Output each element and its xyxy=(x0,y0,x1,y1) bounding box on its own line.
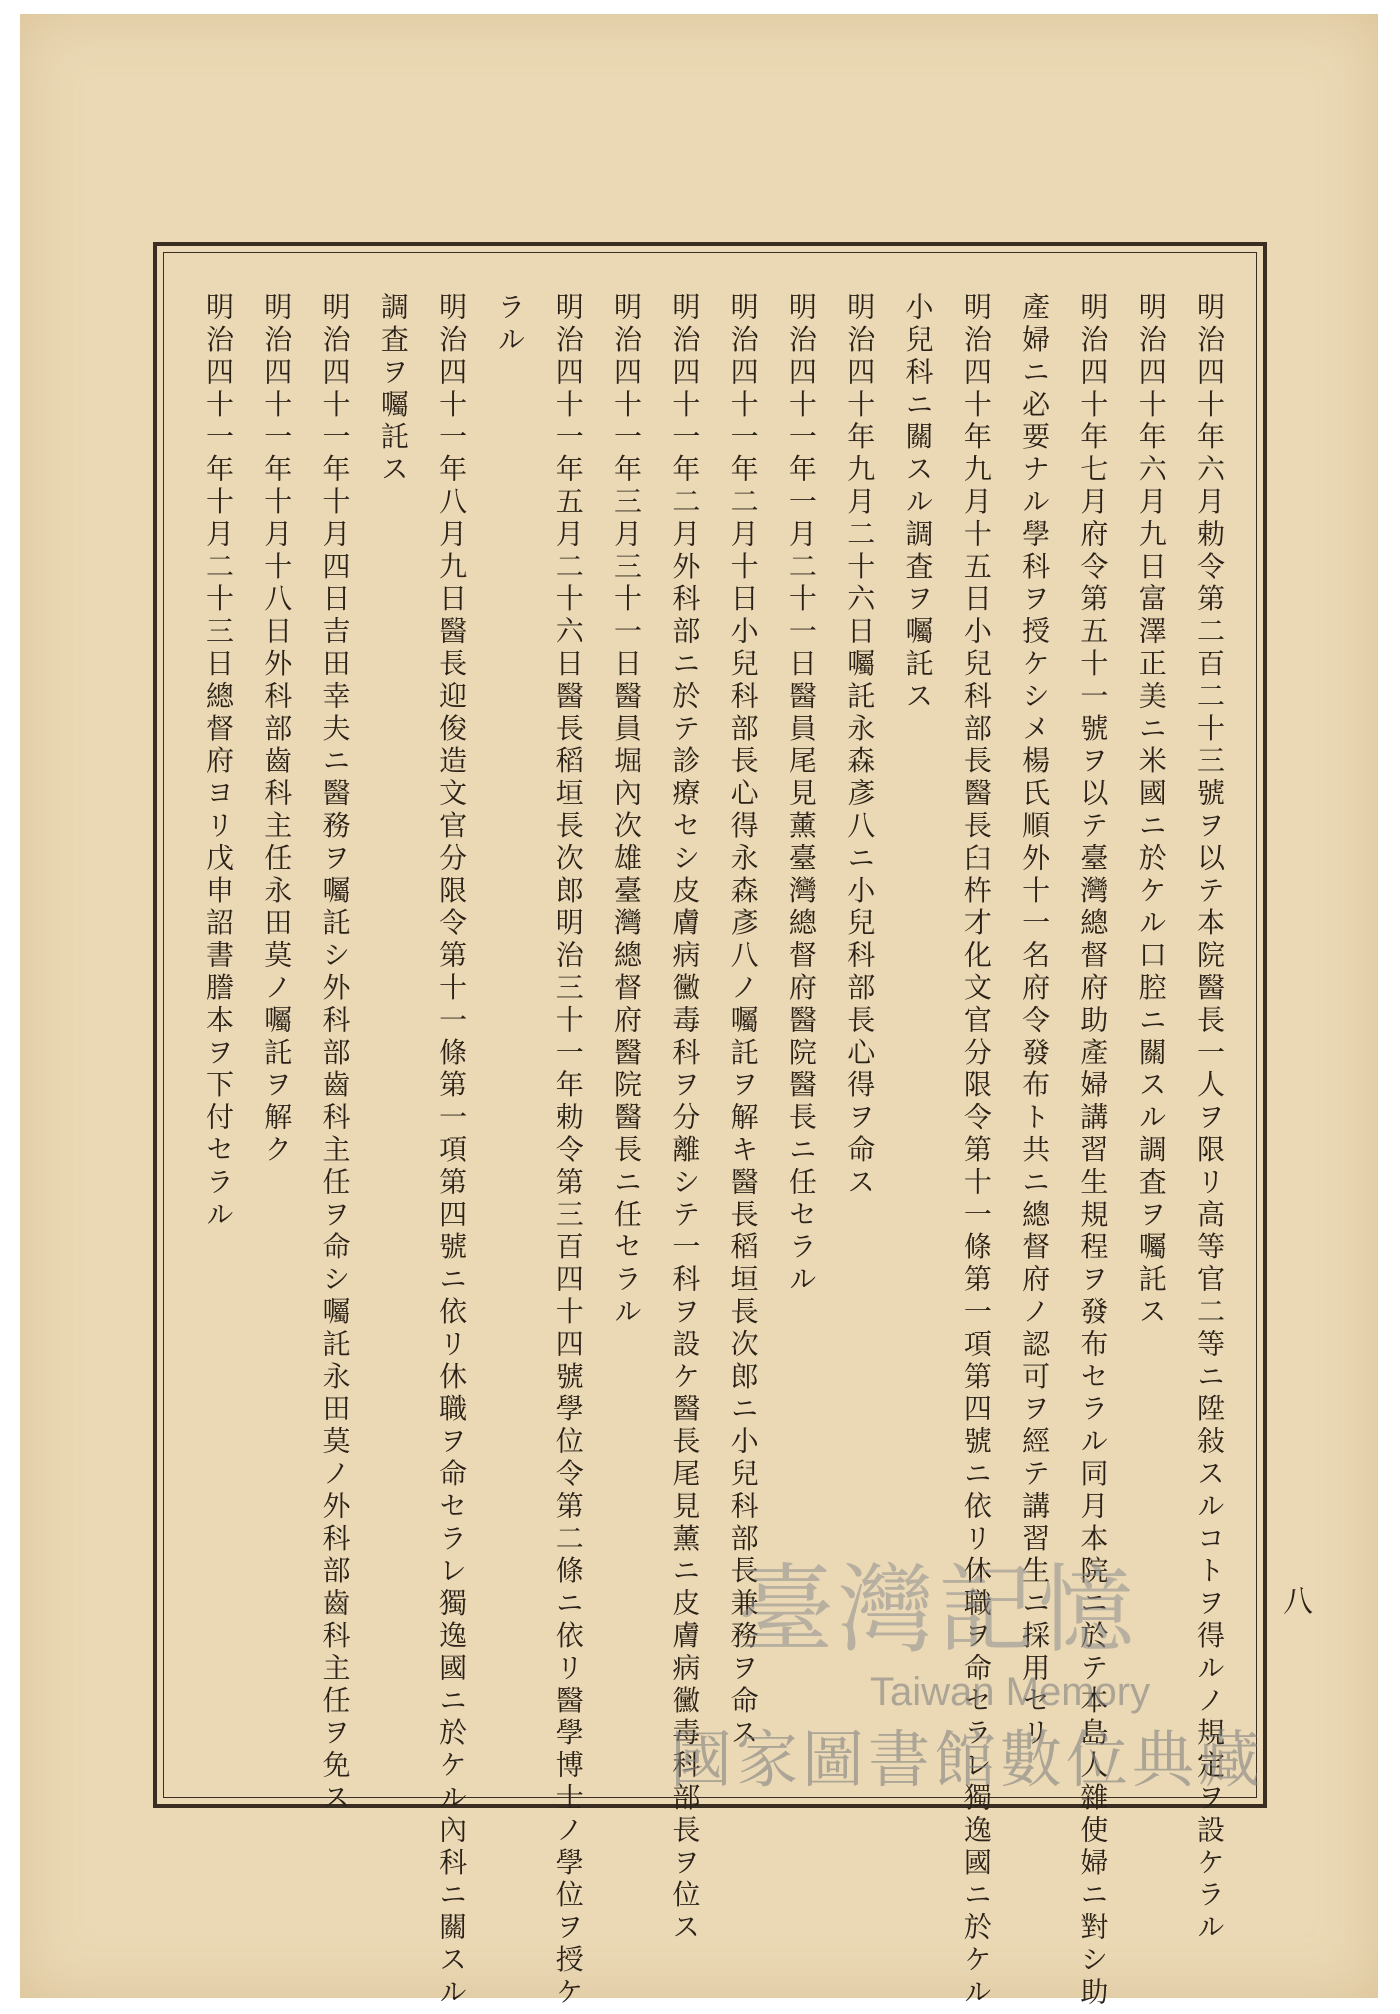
text-column: 明治四十年七月府令第五十一號ヲ以テ臺灣總督府助產婦講習生規程ヲ發布セラル同月本院ニ於テ本島人雜使婦ニ對シ助 xyxy=(1076,292,1110,2010)
text-column: 明治四十一年二月十日小兒科部長心得永森彥八ノ囑託ヲ解キ醫長稻垣長次郎ニ小兒科部長兼務ヲ命ス xyxy=(726,292,760,1750)
text-column: 明治四十一年十月十八日外科部齒科主任永田莫ノ囑託ヲ解ク xyxy=(260,292,294,1167)
text-column: 明治四十一年十月四日吉田幸夫ニ醫務ヲ囑託シ外科部齒科主任ヲ命シ囑託永田莫ノ外科部齒科主任ヲ免ス xyxy=(318,292,352,1815)
text-column: 明治四十年九月二十六日囑託永森彥八ニ小兒科部長心得ヲ命ス xyxy=(843,292,877,1200)
text-column: 小兒科ニ關スル調査ヲ囑託ス xyxy=(901,292,935,714)
watermark-national-library: 國家圖書館數位典藏 xyxy=(670,1723,1265,1796)
text-column: 明治四十一年一月二十一日醫員尾見薰臺灣總督府醫院醫長ニ任セラル xyxy=(784,292,818,1297)
watermark-taiwan-memory-cjk: 臺灣記憶 xyxy=(738,1554,1138,1666)
text-column: 明治四十年六月九日富澤正美ニ米國ニ於ケル口腔ニ關スル調査ヲ囑託ス xyxy=(1134,292,1168,1329)
text-column: 調査ヲ囑託ス xyxy=(376,292,410,487)
vertical-text-body xyxy=(188,292,1238,2010)
text-column: 明治四十年九月十五日小兒科部長醫長臼杵才化文官分限令第十一條第一項第四號ニ依リ休職ヲ命セラレ獨逸國ニ於ケル xyxy=(959,292,993,2010)
text-column: 明治四十一年二月外科部ニ於テ診療セシ皮膚病黴毒科ヲ分離シテ一科ヲ設ケ醫長尾見薰ニ皮膚病黴毒科部長ヲ位ス xyxy=(668,292,702,1945)
text-column: 產婦ニ必要ナル學科ヲ授ケシメ楊氏順外十一名府令發布ト共ニ總督府ノ認可ヲ經テ講習生ニ採用セリ xyxy=(1018,292,1052,1750)
watermark-taiwan-memory-en: Taiwan Memory xyxy=(870,1670,1151,1714)
text-column: 明治四十年六月勅令第二百二十三號ヲ以テ本院醫長一人ヲ限リ高等官二等ニ陞敍スルコトヲ得ルノ規定ヲ設ケラル xyxy=(1193,292,1226,1945)
text-column: 明治四十一年五月二十六日醫長稻垣長次郎明治三十一年勅令第三百四十四號學位令第二條ニ依リ醫學博士ノ學位ヲ授ケ xyxy=(551,292,585,2010)
page-number: 八 xyxy=(1277,1585,1312,1615)
text-column: 明治四十一年十月二十三日總督府ヨリ戊申詔書謄本ヲ下付セラル xyxy=(201,292,235,1232)
text-column: ラル xyxy=(493,292,527,357)
text-column: 明治四十一年三月三十一日醫員堀內次雄臺灣總督府醫院醫長ニ任セラル xyxy=(610,292,644,1329)
text-column: 明治四十一年八月九日醫長迎俊造文官分限令第十一條第一項第四號ニ依リ休職ヲ命セラレ獨逸國ニ於ケル內科ニ關スル xyxy=(435,292,469,2010)
